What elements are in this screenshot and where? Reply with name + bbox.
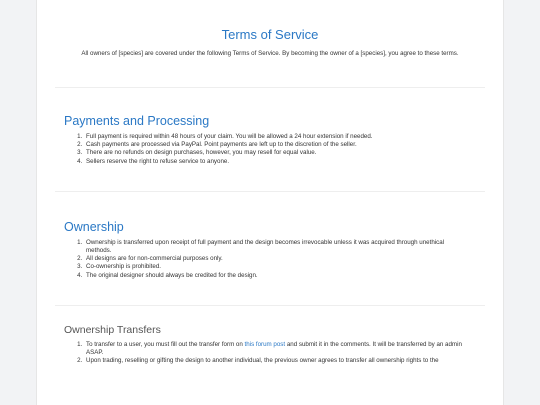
- intro-text: All owners of [species] are covered under the following Terms of Service. By becoming the owner of a [species], you agree to these terms.: [81, 50, 459, 57]
- transfer-text: and submit it in the comments. It will be transferred by an admin ASAP.: [86, 340, 462, 357]
- list-item: 4. Sellers reserve the right to refuse service to anyone.: [84, 158, 467, 166]
- list-item: 1. Ownership is transferred upon receipt of full payment and the design becomes irrevocable unless it was acquired through unethical methods.: [84, 239, 467, 255]
- divider: [55, 87, 485, 88]
- page-title: Terms of Service: [221, 27, 319, 42]
- transfer-text: To transfer to a user, you must fill out the transfer form on: [86, 340, 245, 348]
- list-item: 2. All designs are for non-commercial purposes only.: [84, 255, 467, 263]
- list-item: 2. Upon trading, reselling or gifting the design to another individual, the previous owner agrees to transfer all ownership rights to the: [84, 357, 467, 365]
- list-item: [84, 341, 467, 357]
- transfers-section: [64, 324, 503, 366]
- payments-list: [64, 133, 503, 166]
- ownership-section: [64, 220, 503, 280]
- ownership-heading: Ownership: [64, 219, 124, 234]
- list-item: 3. There are no refunds on design purchases, however, you may resell for equal value.: [84, 149, 467, 157]
- ownership-list: [64, 239, 503, 280]
- payments-heading: Payments and Processing: [64, 114, 210, 128]
- list-item: 2. Cash payments are processed via PayPal. Point payments are left up to the discretion of the seller.: [84, 141, 467, 149]
- list-item: 4. The original designer should always be credited for the design.: [84, 272, 467, 280]
- list-item: 3. Co-ownership is prohibited.: [84, 263, 467, 271]
- forum-post-link[interactable]: this forum post: [244, 340, 286, 348]
- list-item: 1. Full payment is required within 48 hours of your claim. You will be allowed a 24 hour extension if needed.: [84, 133, 467, 141]
- divider: [55, 305, 485, 306]
- tos-page: [36, 0, 504, 405]
- divider: [55, 191, 485, 192]
- transfers-list: [64, 341, 503, 366]
- payments-section: [64, 114, 503, 166]
- transfers-heading: Ownership Transfers: [64, 323, 161, 336]
